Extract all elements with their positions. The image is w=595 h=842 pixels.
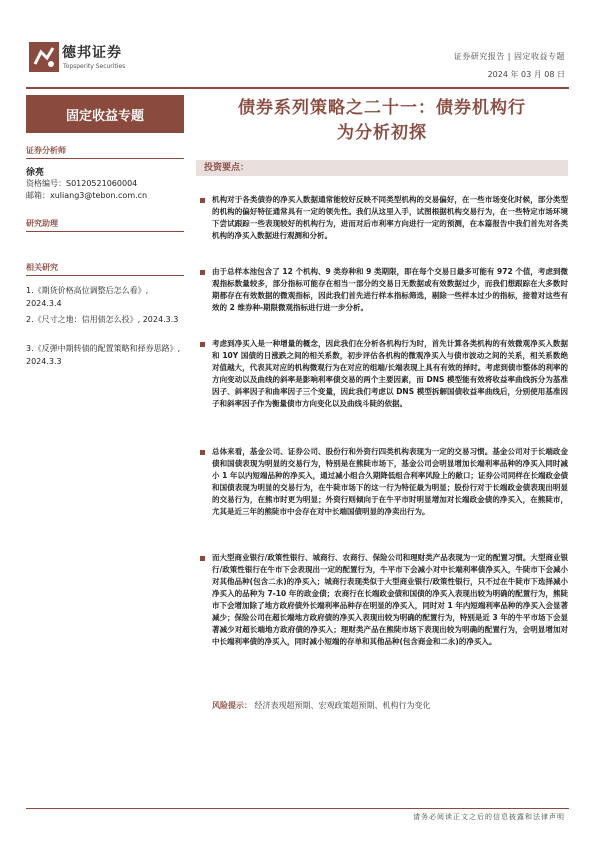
risk-warning — [212, 700, 568, 711]
related-research-heading: 相关研究 — [26, 262, 184, 276]
category-banner: 固定收益专题 — [26, 95, 184, 133]
related-research-item[interactable]: 2.《尺寸之地：信用债怎么投》, 2024.3.3 — [26, 315, 179, 324]
report-title-line-1: 债券系列策略之二十一：债券机构行 — [238, 98, 526, 118]
key-point-text: 由于总样本池包含了 12 个机构、9 类券种和 9 类期限，即在每个交易日最多可能有 972 个值，考虑到微观指标数量较多，部分指标可能存在相当一部分的交易日无数据或有效数据过少，而我们想跟踪在大多数时期都存在有效数据的微观指标，因此我们首先进行样本指标筛选，剔除一些样本过少的指标，接着对这些有效的 2 维券种-期限微观指标进行进一步分析。 — [212, 267, 568, 312]
report-category-line: 证券研究报告 | 固定收益专题 — [453, 52, 565, 61]
bullet-marker — [200, 342, 205, 347]
key-point-text: 总体来看，基金公司、证券公司、股份行和外资行四类机构表现为一定的交易习惯。基金公司对于长端政金债和国债表现为明显的交易行为，特别是在熊陡市场下，基金公司会明显增加长端利率品种的净买入同时减小 1 年以内短端品种的净买入，通过减小组合久期降低组合利率风险上的敞口；证券公司同样在长端政金债和国债表现为明显的交易行为，在牛陡市场下的这一行为特征最为明显；股份行对于长端政金债表现出明显的交易行为，在熊市时更为明显；外资行则倾向于在牛平市时明显增加对长端政金债的净买入，在熊陡市，尤其是近三年的熊陡市中会存在对中长端国债明显的净卖出行为。 — [212, 447, 568, 516]
key-point-4 — [212, 446, 568, 518]
bullet-marker — [200, 556, 205, 561]
analyst-certificate: 资格编号：S0120521060004 — [26, 179, 138, 188]
key-point-5 — [212, 552, 568, 648]
risk-warning-text: 经济表现超预期、宏观政策超预期、机构行为变化 — [254, 701, 431, 710]
header-divider — [26, 87, 569, 89]
key-point-3 — [212, 338, 568, 410]
footer-divider — [26, 808, 569, 809]
analyst-name: 徐亮 — [26, 168, 45, 178]
related-research-item[interactable]: 3.《反弹中期转债的配置策略和择券思路》, 2024.3.3 — [26, 344, 181, 366]
related-research-item[interactable]: 1.《期货价格高位调整后怎么看》, 2024.3.4 — [26, 286, 149, 308]
company-logo-mark — [29, 42, 59, 72]
company-name: 德邦证券 — [62, 45, 122, 61]
key-point-text: 而大型商业银行/政策性银行、城商行、农商行、保险公司和理财类产品表现为一定的配置习惯。大型商业银行/政策性银行在牛市下会表现出一定的配置行为，牛平市下会减小对中长端利率债净买入，牛陡市下会减小对其他品种(包含二永)的净买入；城商行表现类似于大型商业银行/政策性银行，只不过在牛陡市下选择减小净买入的品种为 7-10 年的政金债；农商行在长端政金债和国债的净买入表现出较为明确的配置行为，熊陡市下会增加除了地方政府债外长端利率品种存在明显的净买入，同时对 1 年内短端利率品种的净买入会显著减少；保险公司在超长端地方政府债的净买入表现出较为明确的配置行为，特别是近 3 年的牛平市场下会显著减少对超长端地方政府债的净买入；理财类产品在熊陡市场下表现出较为明确的配置行为，会明显增加对中长端利率债的净买入，同时减小短端的存单和其他品种(包含商金和二永)的净买入。 — [212, 553, 568, 646]
report-title — [196, 96, 568, 146]
risk-warning-label: 风险提示： — [212, 701, 252, 710]
bullet-marker — [200, 270, 205, 275]
report-date: 2024 年 03 月 08 日 — [487, 70, 565, 79]
assistant-heading: 研究助理 — [26, 218, 184, 232]
key-point-text: 考虑到净买入是一种增量的概念，因此我们在分析各机构行为时，首先计算各类机构的有效微观净买入数据和 10Y 国债的日涨跌之间的相关系数，初步评估各机构的微观净买入与债市波动之间的关系，相关系数绝对值越大，代表其对应的机构微观行为在对应的组端/长端表现上具有有效的择时。考虑到债市整体的利率的方向变动以及曲线的斜率是影响利率债交易的两个主要因素，而 DNS 模型能有效将收益率曲线拆分为基准因子、斜率因子和曲率因子三个变量，因此我们考虑以 DNS 模型拆解国债收益率曲线后，分别使用基准因子和斜率因子作为衡量债市方向变化以及曲线斗陡的依据。 — [212, 339, 568, 408]
key-point-2 — [212, 266, 568, 314]
key-points-heading: 投资要点： — [196, 160, 568, 176]
footer-disclaimer: 请务必阅读正文之后的信息披露和法律声明 — [413, 813, 565, 821]
key-point-1 — [212, 194, 568, 242]
company-name-en: Topsperity Securities — [63, 63, 126, 70]
report-title-line-2: 为分析初探 — [337, 123, 427, 143]
key-point-text: 机构对于各类债券的净买入数据通常能较好反映不同类型机构的交易偏好，在一些市场变化时候，部分类型的机构的偏好特征通常具有一定的领先性。我们从这里入手，试图根据机构交易行为，在一些特定市场环境下尝试跟踪一些表现较好的机构行为，进而对后市利率方向进行一定的预测，在本篇报告中我们首先对各类机构的净买入数据进行观测和分析。 — [212, 195, 568, 240]
analyst-heading: 证券分析师 — [26, 145, 184, 159]
bullet-marker — [200, 450, 205, 455]
bullet-marker — [200, 198, 205, 203]
analyst-email: 邮箱：xuliang3@tebon.com.cn — [26, 191, 148, 200]
